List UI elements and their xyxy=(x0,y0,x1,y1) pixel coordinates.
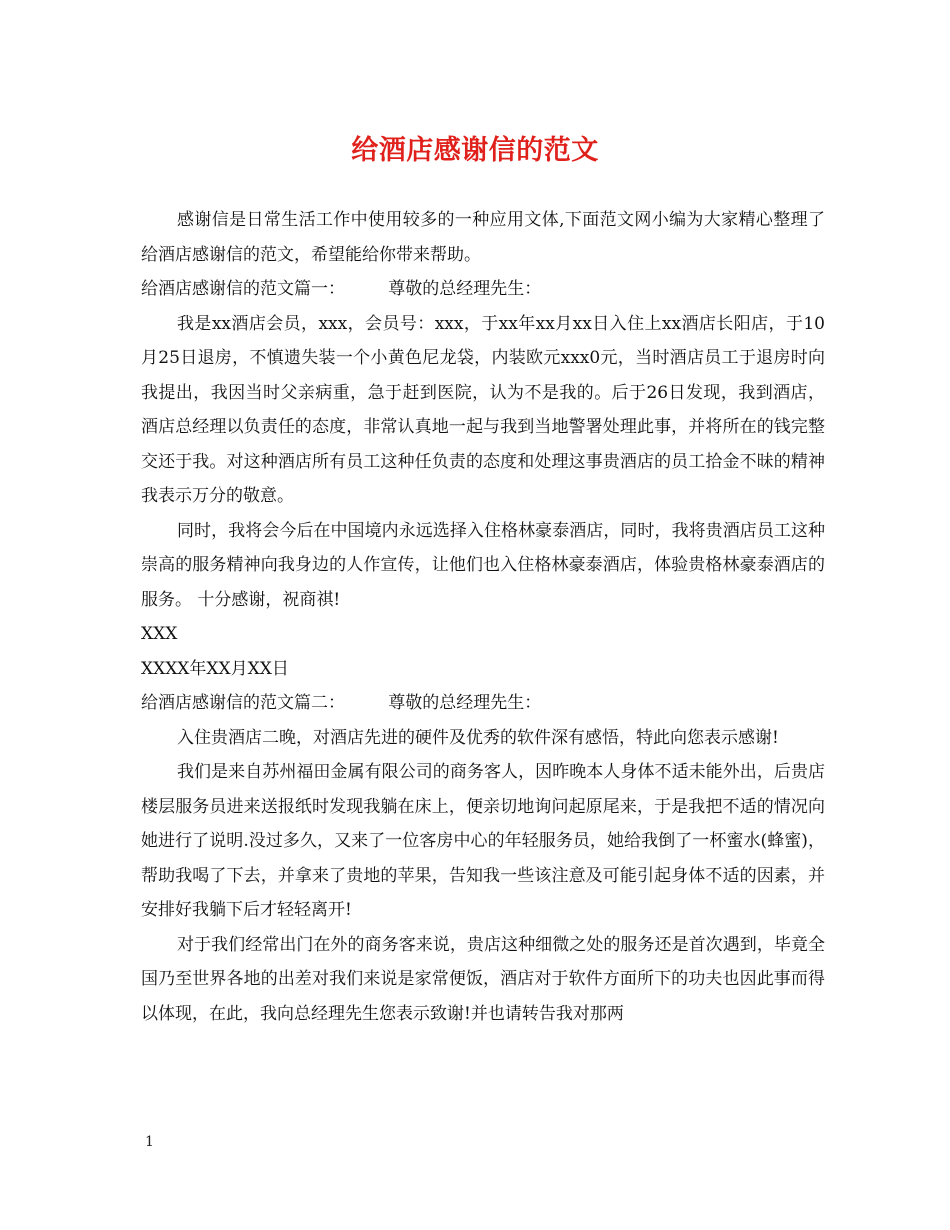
sample1-paragraph-1: 我是xx酒店会员，xxx，会员号：xxx，于xx年xx月xx日入住上xx酒店长阳店，于10月25日退房，不慎遗失装一个小黄色尼龙袋，内装欧元xxx0元，当时酒店员工于退房时向我提出，我因当时父亲病重，急于赶到医院，认为不是我的。后于26日发现，我到酒店，酒店总经理以负责任的态度，非常认真地一起与我到当地警署处理此事，并将所在的钱完整交还于我。对这种酒店所有员工这种任负责的态度和处理这事贵酒店的员工拾金不昧的精神我表示万分的敬意。 xyxy=(141,313,825,506)
sample2-paragraph-1: 入住贵酒店二晚，对酒店先进的硬件及优秀的软件深有感悟，特此向您表示感谢! xyxy=(177,727,779,748)
document-title: 给酒店感谢信的范文 xyxy=(351,135,599,166)
sample1-heading: 给酒店感谢信的范文篇一： xyxy=(141,279,345,299)
sample2-heading-line xyxy=(141,686,825,721)
document-body xyxy=(141,203,825,1031)
sample2-salutation: 尊敬的总经理先生： xyxy=(388,693,542,713)
sample1-salutation: 尊敬的总经理先生： xyxy=(388,279,542,299)
sample2-heading: 给酒店感谢信的范文篇二： xyxy=(141,693,345,713)
intro-paragraph: 感谢信是日常生活工作中使用较多的一种应用文体,下面范文网小编为大家精心整理了给酒店感谢信的范文，希望能给你带来帮助。 xyxy=(141,210,825,265)
sample1-date: XXXX年XX月XX日 xyxy=(141,658,289,679)
sample2-paragraph-2: 我们是来自苏州福田金属有限公司的商务客人，因昨晚本人身体不适未能外出，后贵店楼层服务员进来送报纸时发现我躺在床上，便亲切地询问起原尾来，于是我把不适的情况向她进行了说明.没过多久，又来了一位客房中心的年轻服务员，她给我倒了一杯蜜水(蜂蜜)，帮助我喝了下去，并拿来了贵地的苹果，告知我一些该注意及可能引起身体不适的因素，并安排好我躺下后才轻轻离开! xyxy=(141,762,825,920)
sample1-heading-line xyxy=(141,272,825,307)
sample1-paragraph-2: 同时，我将会今后在中国境内永远选择入住格林豪泰酒店，同时，我将贵酒店员工这种崇高的服务精神向我身边的人作宣传，让他们也入住格林豪泰酒店，体验贵格林豪泰酒店的服务。 十分感谢，祝商祺! xyxy=(141,520,825,610)
page-number: 1 xyxy=(145,1134,154,1150)
sample2-paragraph-3: 对于我们经常出门在外的商务客来说，贵店这种细微之处的服务还是首次遇到，毕竟全国乃至世界各地的出差对我们来说是家常便饭，酒店对于软件方面所下的功夫也因此事而得以体现，在此，我向总经理先生您表示致谢!并也请转告我对那两 xyxy=(141,934,825,1024)
sample1-signature: XXX xyxy=(141,624,178,644)
